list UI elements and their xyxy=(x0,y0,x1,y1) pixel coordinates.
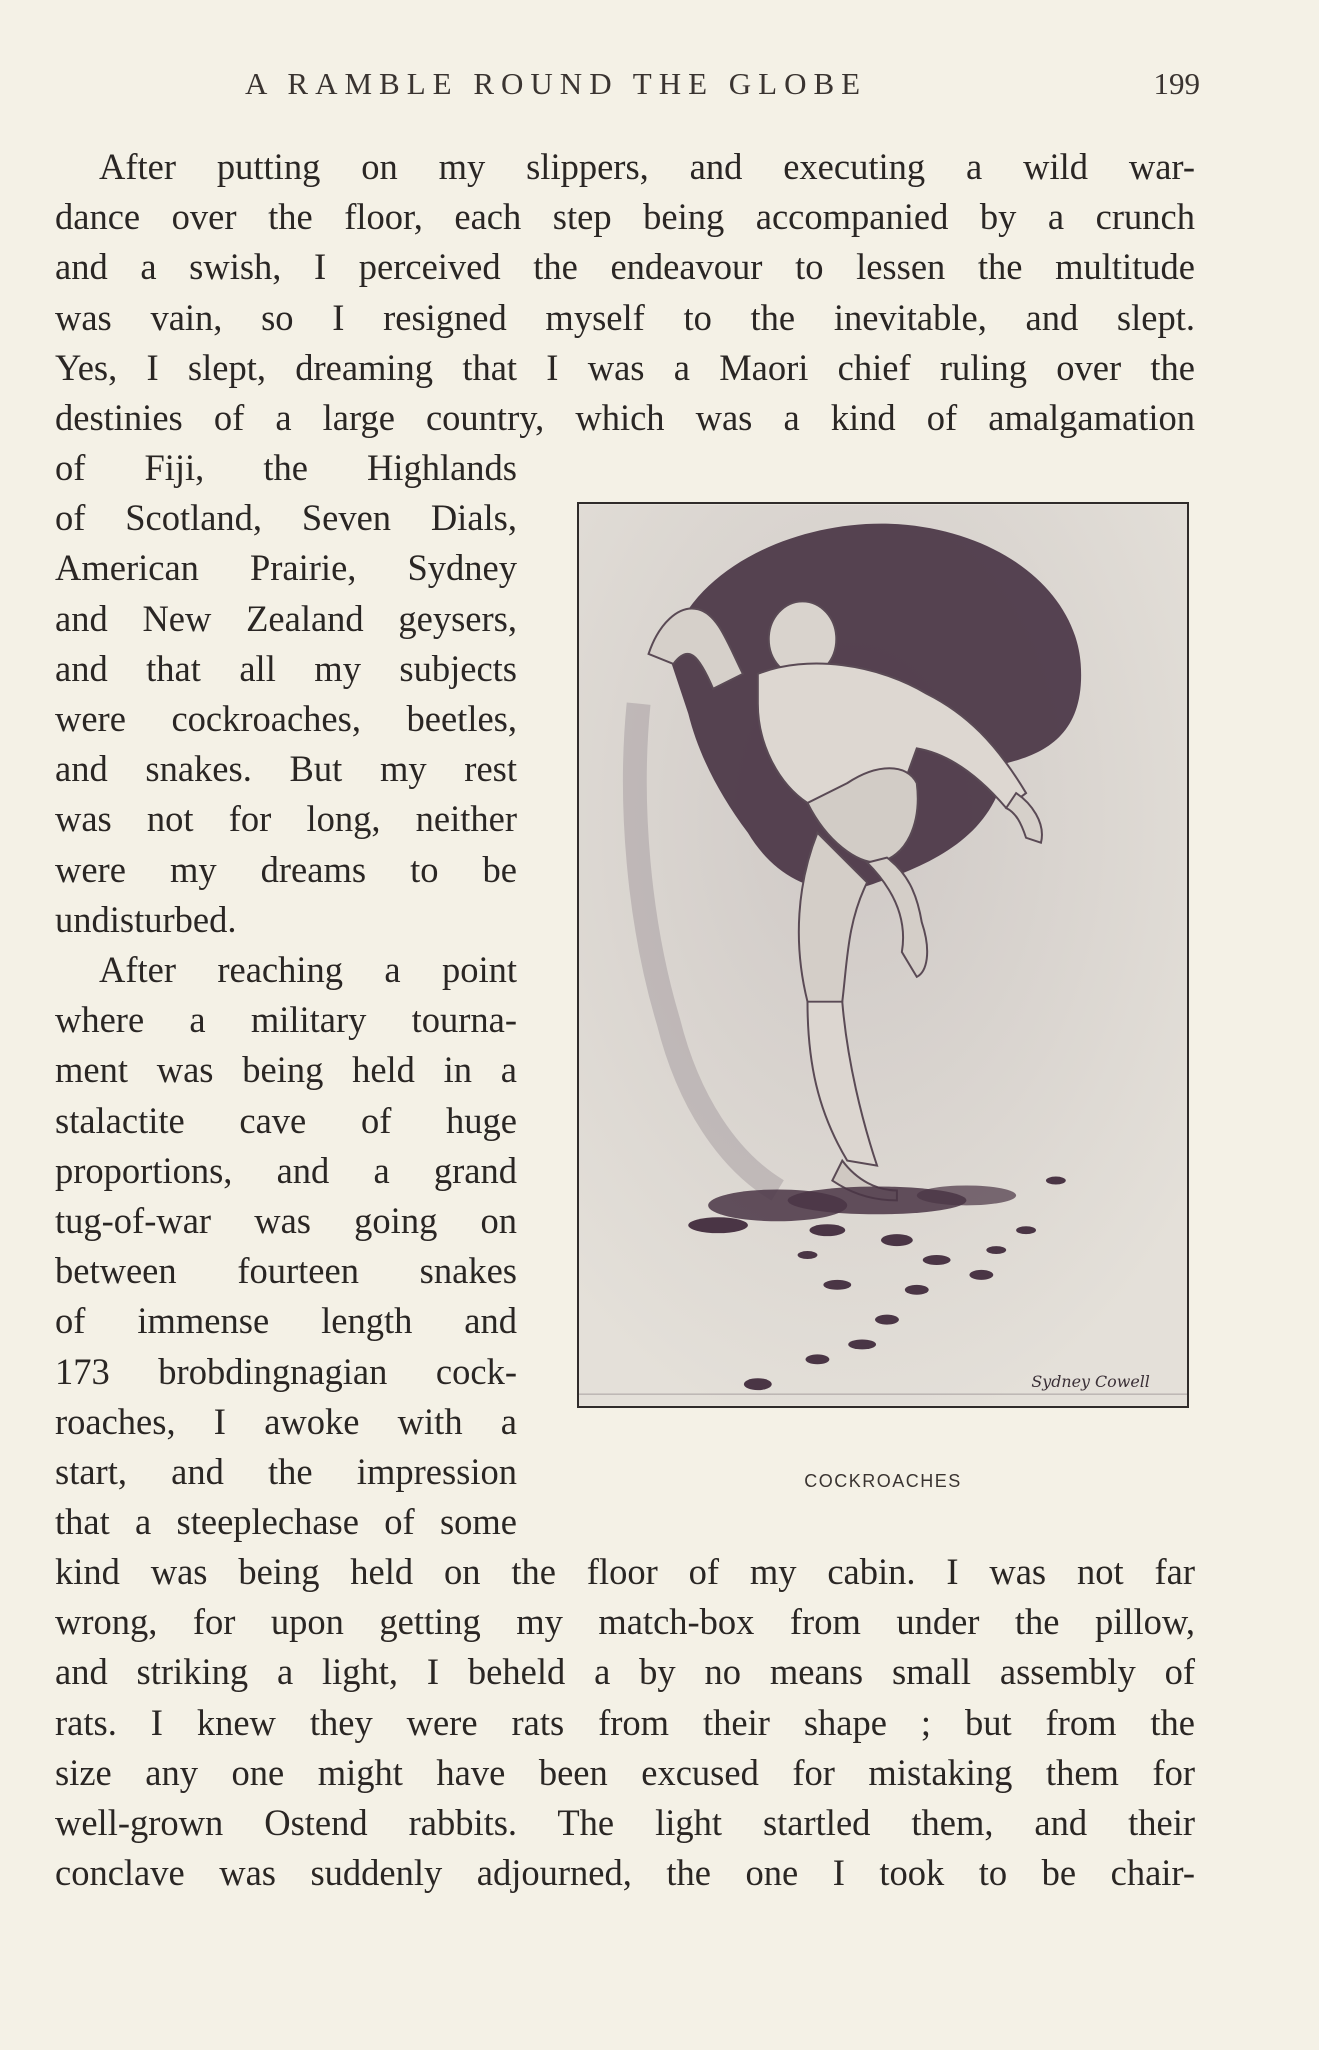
text-line: and New Zealand geysers, xyxy=(55,597,517,639)
text-line: stalactite cave of huge xyxy=(55,1099,517,1141)
text-line: ment was being held in a xyxy=(55,1049,517,1091)
text-line: rats. I knew they were rats from their shape ; but from the xyxy=(55,1701,1195,1743)
text-line: was not for long, neither xyxy=(55,798,517,840)
text-line: 173 brobdingnagian cock- xyxy=(55,1350,517,1392)
text-line: and snakes. But my rest xyxy=(55,748,517,790)
text-line: proportions, and a grand xyxy=(55,1149,517,1191)
text-line: tug-of-war was going on xyxy=(55,1199,517,1241)
text-line: After reaching a point xyxy=(99,949,517,990)
text-line: were my dreams to be xyxy=(55,848,517,890)
text-line: American Prairie, Sydney xyxy=(55,547,517,589)
text-line: was vain, so I resigned myself to the inevitable, and slept. xyxy=(55,296,1195,338)
text-line: between fourteen snakes xyxy=(55,1250,517,1292)
text-line: dance over the floor, each step being accompanied by a crunch xyxy=(55,196,1195,238)
text-line: of Fiji, the Highlands xyxy=(55,447,517,488)
text-line: size any one might have been excused for mistaking them for xyxy=(55,1751,1195,1793)
text-line: start, and the impression xyxy=(55,1450,517,1492)
text-line: conclave was suddenly adjourned, the one I took to be chair- xyxy=(55,1852,1195,1894)
paragraph-1-full-lines xyxy=(55,142,1195,443)
text-line: were cockroaches, beetles, xyxy=(55,697,517,739)
text-line: destinies of a large country, which was a kind of amalgamation xyxy=(55,396,1195,438)
text-line: that a steeplechase of some xyxy=(55,1501,517,1543)
text-line: of immense length and xyxy=(55,1300,517,1342)
paragraph-2-column-lines xyxy=(55,945,517,1547)
text-line: of Scotland, Seven Dials, xyxy=(55,497,517,539)
artist-signature: Sydney Cowell xyxy=(1031,1372,1150,1392)
text-line: After putting on my slippers, and executing a wild war- xyxy=(99,146,1195,187)
illustration-drawing xyxy=(579,504,1187,1406)
text-line: roaches, I awoke with a xyxy=(55,1400,517,1442)
paragraph-2-full-lines xyxy=(55,1547,1195,1898)
page-number: 199 xyxy=(1153,66,1200,101)
figure-caption: COCKROACHES xyxy=(804,1471,962,1491)
running-title: A RAMBLE ROUND THE GLOBE xyxy=(245,66,868,101)
text-line: well-grown Ostend rabbits. The light startled them, and their xyxy=(55,1801,1195,1843)
text-line: and that all my subjects xyxy=(55,647,517,689)
paragraph-1-column-lines xyxy=(55,443,517,945)
text-line: kind was being held on the floor of my cabin. I was not far xyxy=(55,1551,1195,1592)
text-line: undisturbed. xyxy=(55,898,237,940)
text-line: where a military tourna- xyxy=(55,999,517,1041)
text-line: wrong, for upon getting my match-box from under the pillow, xyxy=(55,1601,1195,1643)
cockroaches-illustration xyxy=(577,502,1189,1408)
text-line: and striking a light, I beheld a by no means small assembly of xyxy=(55,1651,1195,1693)
text-line: and a swish, I perceived the endeavour to lessen the multitude xyxy=(55,246,1195,288)
text-line: Yes, I slept, dreaming that I was a Maori chief ruling over the xyxy=(55,346,1195,388)
